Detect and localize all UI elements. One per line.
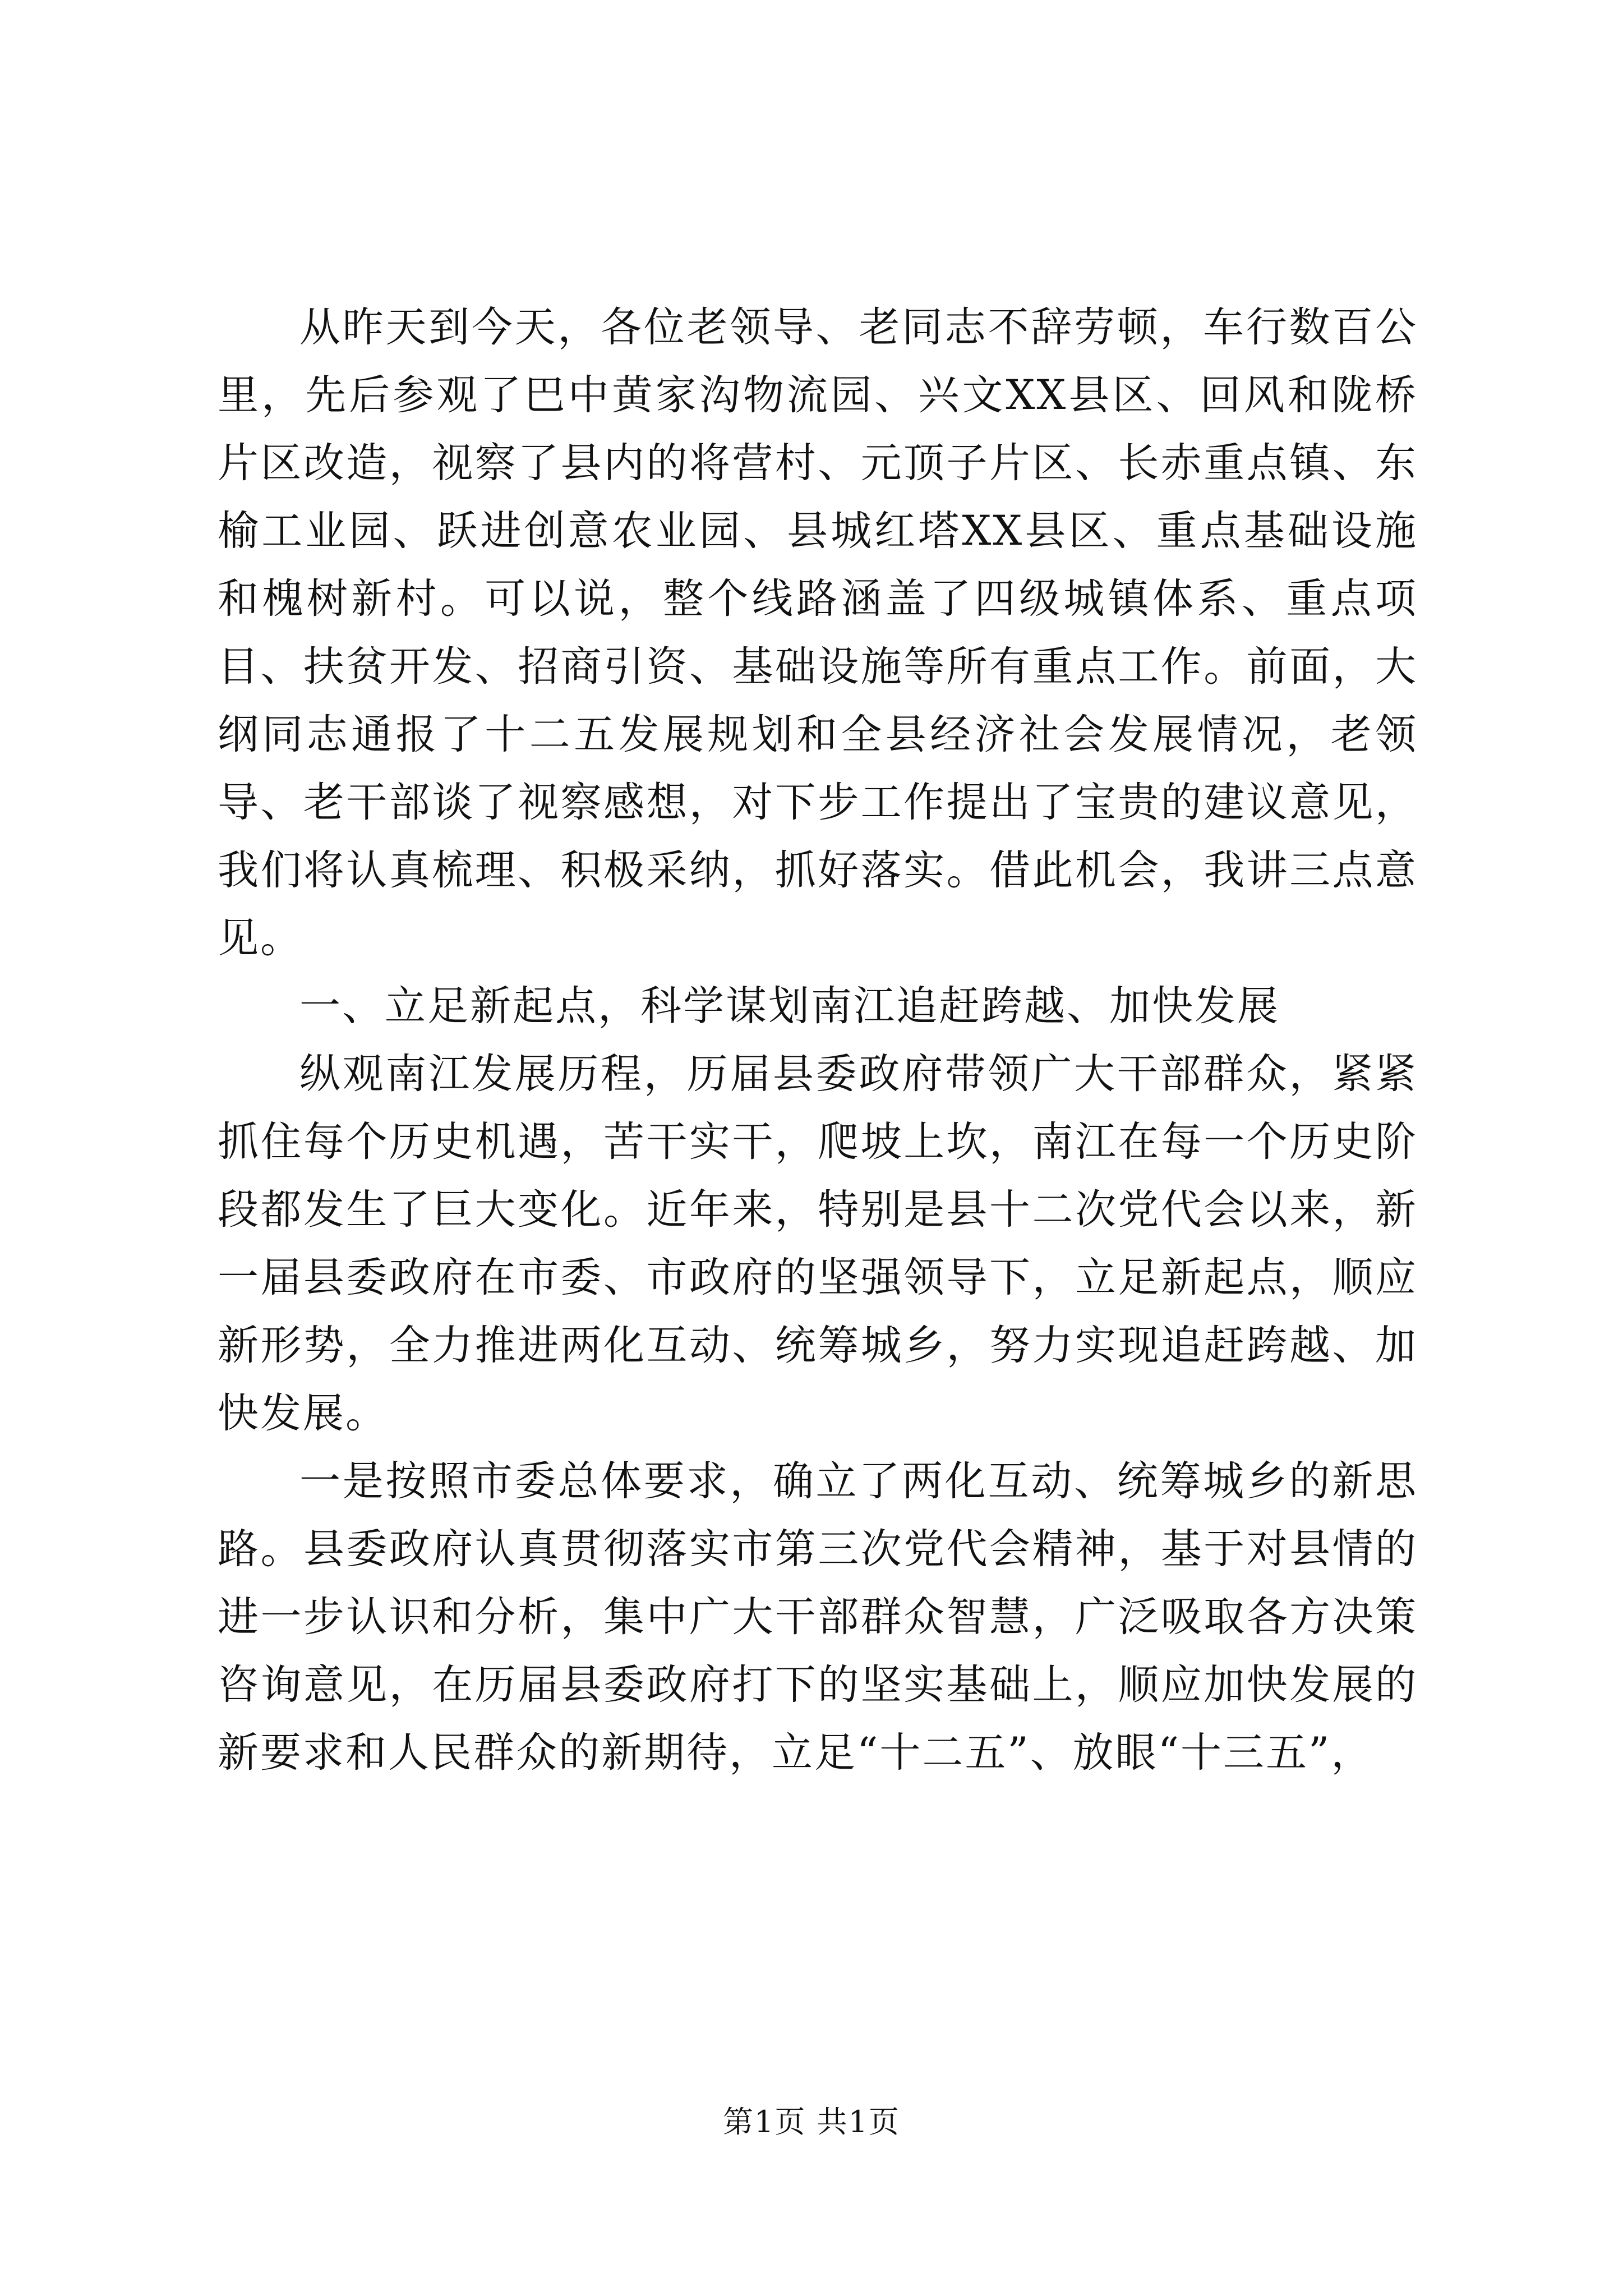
document-body bbox=[218, 293, 1418, 1787]
paragraph-opening: 从昨天到今天，各位老领导、老同志不辞劳顿，车行数百公里，先后参观了巴中黄家沟物流园、兴文XX县区、回风和陇桥片区改造，视察了县内的将营村、元顶子片区、长赤重点镇、东榆工业园、跃进创意农业园、县城红塔XX县区、重点基础设施和槐树新村。可以说，整个线路涵盖了四级城镇体系、重点项目、扶贫开发、招商引资、基础设施等所有重点工作。前面，大纲同志通报了十二五发展规划和全县经济社会发展情况，老领导、老干部谈了视察感想，对下步工作提出了宝贵的建议意见，我们将认真梳理、积极采纳，抓好落实。借此机会，我讲三点意见。 bbox=[218, 303, 1418, 962]
page-footer: 第1页 共1页 bbox=[723, 2104, 900, 2139]
paragraph-point-one: 一是按照市委总体要求，确立了两化互动、统筹城乡的新思路。县委政府认真贯彻落实市第三次党代会精神，基于对县情的进一步认识和分析，集中广大干部群众智慧，广泛吸取各方决策咨询意见，在历届县委政府打下的坚实基础上，顺应加快发展的新要求和人民群众的新期待，立足“十二五”、放眼“十三五”， bbox=[218, 1457, 1418, 1777]
section-heading-1: 一、立足新起点，科学谋划南江追赶跨越、加快发展 bbox=[299, 982, 1280, 1030]
paragraph-history: 纵观南江发展历程，历届县委政府带领广大干部群众，紧紧抓住每个历史机遇，苦干实干，爬坡上坎，南江在每一个历史阶段都发生了巨大变化。近年来，特别是县十二次党代会以来，新一届县委政府在市委、市政府的坚强领导下，立足新起点，顺应新形势，全力推进两化互动、统筹城乡，努力实现追赶跨越、加快发展。 bbox=[218, 1050, 1418, 1437]
